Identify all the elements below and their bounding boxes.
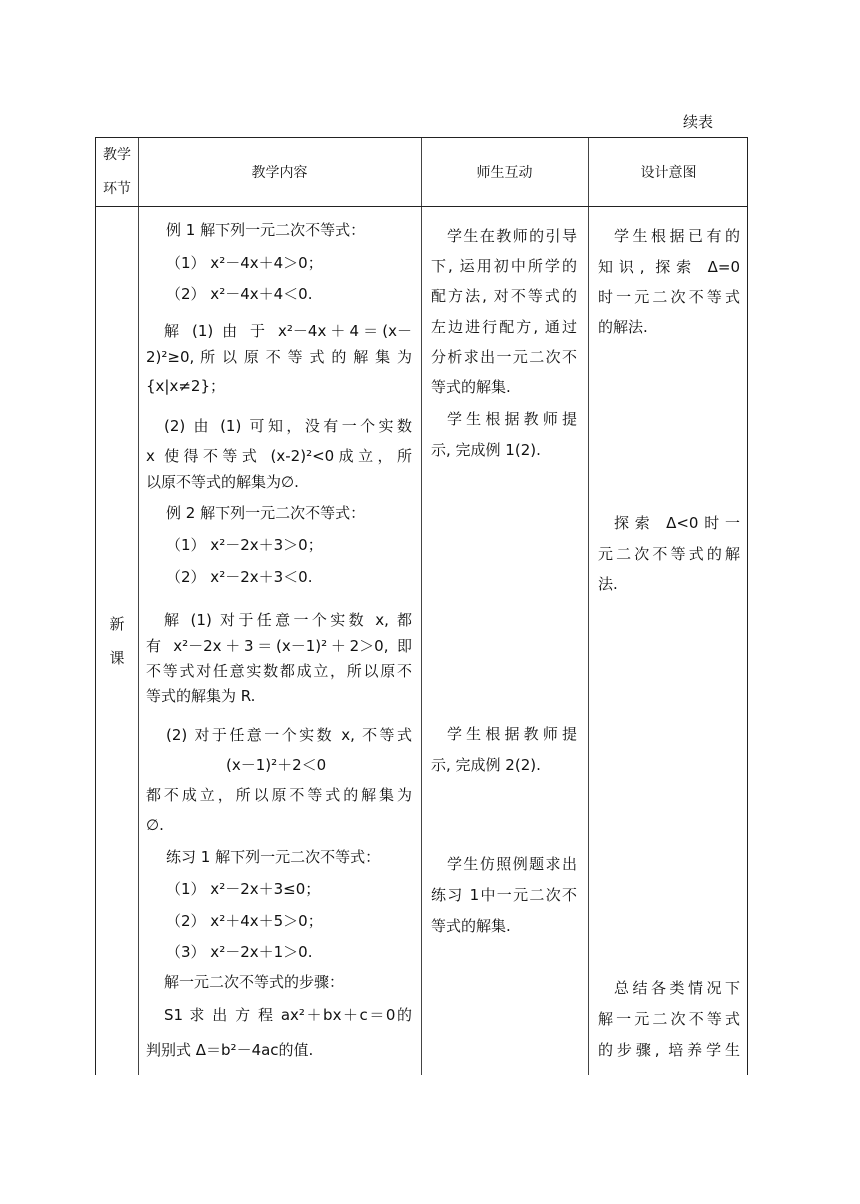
intent-line: 元二次不等式的解: [598, 545, 740, 563]
stage-line1: 新: [109, 614, 125, 633]
interaction-line: 下, 运用初中所学的: [431, 257, 577, 275]
header-interaction: 师生互动: [476, 165, 533, 181]
stage-cell: [96, 206, 138, 1075]
intent-line: 的解法.: [598, 318, 648, 336]
interaction-line: 示, 完成例 2(2).: [431, 756, 541, 774]
intent-line: 解一元二次不等式: [598, 1010, 740, 1028]
content-line: 例 1 解下列一元二次不等式：: [166, 221, 366, 239]
content-line: 等式的解集为 R.: [146, 687, 256, 705]
content-line: (2) 由 (1) 可知，没有一个实数: [164, 417, 412, 435]
column-divider: [588, 138, 589, 1075]
interaction-line: 学生根据教师提: [447, 725, 577, 743]
header-stage-line2: 环节: [103, 181, 131, 197]
content-line: ∅.: [146, 816, 164, 834]
header-content: 教学内容: [251, 165, 308, 181]
content-line: （1） x²－2x＋3＞0；: [166, 536, 323, 554]
content-line: 2)²≥0, 所 以 原 不 等 式 的 解 集 为: [146, 348, 412, 366]
content-line: 有 x²－2x＋3＝(x－1)²＋2＞0, 即: [146, 637, 412, 655]
intent-line: 时一元二次不等式: [598, 288, 740, 306]
intent-line: 学生根据已有的: [614, 227, 740, 245]
content-line: 判别式 Δ＝b²－4ac的值.: [146, 1041, 314, 1059]
content-line: 解 (1) 对于任意一个实数 x, 都: [164, 611, 412, 629]
content-line: （1） x²－4x＋4＞0；: [166, 254, 323, 272]
content-line: （1） x²－2x＋3≤0；: [166, 880, 321, 898]
interaction-line: 学生仿照例题求出: [447, 855, 577, 873]
stage-line2: 课: [109, 648, 125, 667]
interaction-line: 等式的解集.: [431, 917, 511, 935]
intent-line: 的步骤, 培养学生: [598, 1041, 740, 1059]
intent-line: 总结各类情况下: [614, 979, 740, 997]
content-line: （2） x²＋4x＋5＞0；: [166, 912, 323, 930]
interaction-line: 学生在教师的引导: [447, 227, 577, 245]
content-line: {x|x≠2}；: [146, 377, 226, 395]
interaction-line: 等式的解集.: [431, 378, 511, 396]
lesson-table: [95, 137, 748, 1075]
header-intent: 设计意图: [640, 165, 697, 181]
intent-line: 知识, 探索 Δ=0: [598, 258, 740, 276]
intent-line: 法.: [598, 575, 618, 593]
header-divider: [96, 206, 747, 207]
content-line: （3） x²－2x＋1＞0.: [166, 943, 313, 961]
content-line: （2） x²－4x＋4＜0.: [166, 285, 313, 303]
intent-line: 探索 Δ<0时一: [614, 514, 740, 532]
interaction-line: 配方法, 对不等式的: [431, 287, 577, 305]
interaction-line: 学生根据教师提: [447, 410, 577, 428]
content-line: 解 (1) 由 于 x²－4x＋4＝(x－: [164, 322, 412, 340]
content-line: （2） x²－2x＋3＜0.: [166, 568, 313, 586]
column-divider: [138, 138, 139, 1075]
content-line: 不等式对任意实数都成立，所以原不: [146, 662, 412, 680]
interaction-line: 练习 1中一元二次不: [431, 886, 577, 904]
continued-label: 续表: [683, 113, 714, 131]
content-line: S1 求 出 方 程 ax²＋bx＋c＝0的: [164, 1006, 412, 1024]
header-stage-line1: 教学: [103, 147, 131, 163]
content-line: 以原不等式的解集为∅.: [146, 473, 299, 491]
header-stage: [96, 138, 138, 206]
content-line: (2) 对于任意一个实数 x, 不等式: [166, 726, 412, 744]
content-line: 练习 1 解下列一元二次不等式：: [166, 848, 381, 866]
content-line: x 使得不等式 (x-2)²<0成立，所: [146, 447, 412, 465]
content-line: (x－1)²＋2＜0: [226, 756, 327, 774]
content-line: 都不成立，所以原不等式的解集为: [146, 786, 412, 804]
interaction-line: 示, 完成例 1(2).: [431, 441, 541, 459]
column-divider: [421, 138, 422, 1075]
content-line: 例 2 解下列一元二次不等式：: [166, 504, 366, 522]
interaction-line: 分析求出一元二次不: [431, 348, 577, 366]
content-line: 解一元二次不等式的步骤：: [164, 973, 345, 991]
interaction-line: 左边进行配方, 通过: [431, 318, 577, 336]
